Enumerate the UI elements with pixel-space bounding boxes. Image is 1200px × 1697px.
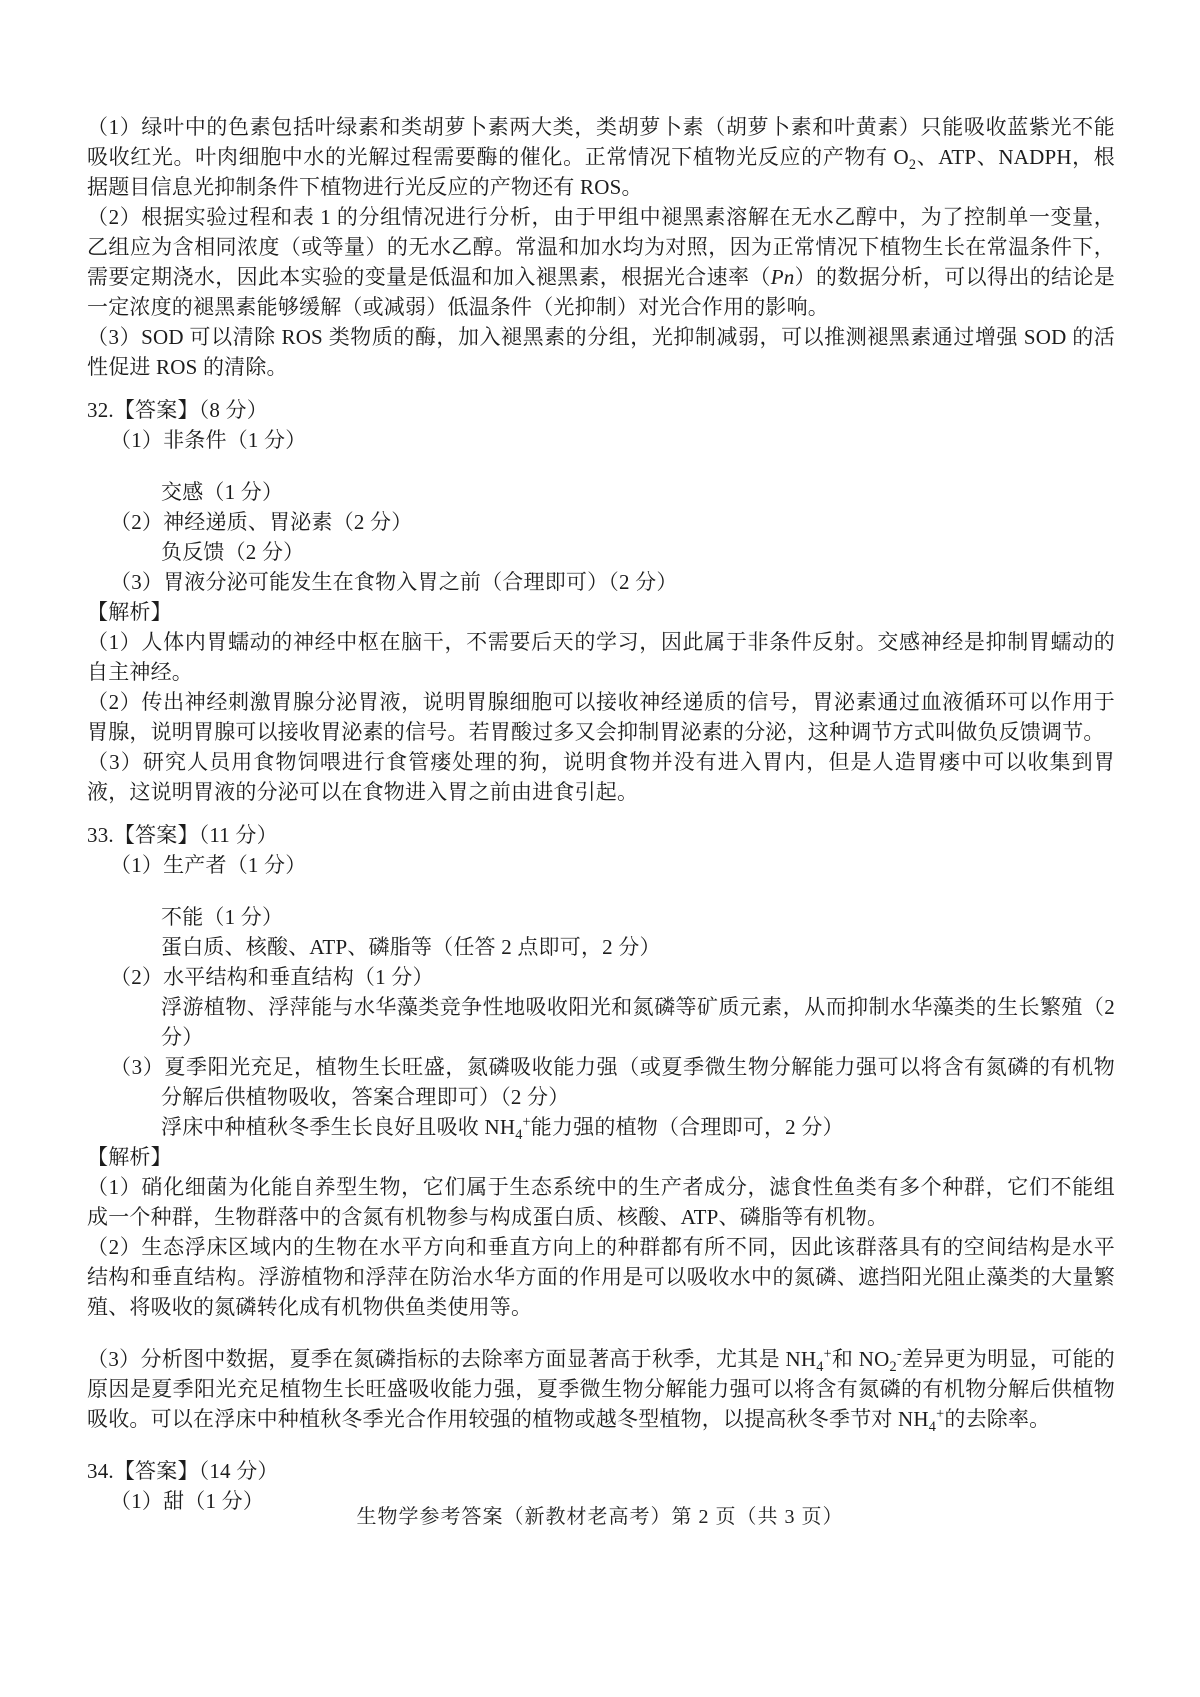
- paragraph: （2）传出神经刺激胃腺分泌胃液，说明胃腺细胞可以接收神经递质的信号，胃泌素通过血液循环可以作用于胃腺，说明胃腺可以接收胃泌素的信号。若胃酸过多又会抑制胃泌素的分泌，这种调节方式叫做负反馈调节。: [87, 690, 1115, 744]
- answer-subitem: 浮床中种植秋冬季生长良好且吸收 $NH_4^+$能力强的植物（合理即可，2 分）: [161, 1114, 844, 1144]
- paragraph: （2）生态浮床区域内的生物在水平方向和垂直方向上的种群都有所不同，因此该群落具有的空间结构是水平结构和垂直结构。浮游植物和浮萍在防治水华方面的作用是可以吸收水中的氮磷、遮挡阳光阻止藻类的大量繁殖、将吸收的氮磷转化成有机物供鱼类使用等。: [87, 1235, 1115, 1319]
- section-heading-q32: 32.【答案】（8 分）: [87, 398, 268, 422]
- paragraph: （2）根据实验过程和表 1 的分组情况进行分析，由于甲组中褪黑素溶解在无水乙醇中，为了控制单一变量，乙组应为含相同浓度（或等量）的无水乙醇。常温和加水均为对照，因为正常情况下植物生长在常温条件下，需要定期浇水，因此本实验的变量是低温和加入褪黑素，根据光合速率（Pn）的数据分析，可以得出的结论是一定浓度的褪黑素能够缓解（或减弱）低温条件（光抑制）对光合作用的影响。: [87, 205, 1115, 319]
- paragraph: （3）研究人员用食物饲喂进行食管瘘处理的狗，说明食物并没有进入胃内，但是人造胃瘘中可以收集到胃液，这说明胃液的分泌可以在食物进入胃之前由进食引起。: [87, 750, 1115, 804]
- page-footer: 生物学参考答案（新教材老高考）第 2 页（共 3 页）: [356, 1506, 844, 1528]
- answer-item: （3）夏季阳光充足，植物生长旺盛，氮磷吸收能力强（或夏季微生物分解能力强可以将含有氮磷的有机物分解后供植物吸收，答案合理即可）（2 分）: [110, 1055, 1115, 1109]
- paragraph: （1）硝化细菌为化能自养型生物，它们属于生态系统中的生产者成分，滤食性鱼类有多个种群，它们不能组成一个种群，生物群落中的含氮有机物参与构成蛋白质、核酸、ATP、磷脂等有机物。: [87, 1175, 1115, 1229]
- analysis-label: 【解析】: [87, 1145, 172, 1169]
- paragraph: （3）分析图中数据，夏季在氮磷指标的去除率方面显著高于秋季，尤其是 $NH_4^+$和 $NO_2^-$差异更为明显，可能的原因是夏季阳光充足植物生长旺盛吸收能力强，夏季微生物分解能力强可以将含有氮磷的有机物分解后供植物吸收。可以在浮床中种植秋冬季光合作用较强的植物或越冬型植物，以提高秋冬季节对 $NH_4^+$的去除率。: [87, 1346, 1116, 1436]
- paragraph: （3）SOD 可以清除 ROS 类物质的酶，加入褪黑素的分组，光抑制减弱，可以推测褪黑素通过增强 SOD 的活性促进 ROS 的清除。: [87, 325, 1115, 379]
- analysis-label: 【解析】: [87, 600, 172, 624]
- answer-item: （2）水平结构和垂直结构（1 分）: [110, 965, 434, 989]
- answer-subitem: 蛋白质、核酸、ATP、磷脂等（任答 2 点即可，2 分）: [161, 935, 661, 959]
- section-heading-q34: 34.【答案】（14 分）: [87, 1459, 279, 1483]
- answer-item: （1）生产者（1 分）: [110, 853, 307, 877]
- answer-item: （1）甜（1 分）: [110, 1489, 265, 1513]
- paragraph: （1）绿叶中的色素包括叶绿素和类胡萝卜素两大类，类胡萝卜素（胡萝卜素和叶黄素）只能吸收蓝紫光不能吸收红光。叶肉细胞中水的光解过程需要酶的催化。正常情况下植物光反应的产物有 $O_2$、ATP、NADPH，根据题目信息光抑制条件下植物进行光反应的产物还有 ROS。: [87, 115, 1115, 199]
- section-heading-q33: 33.【答案】（11 分）: [87, 823, 278, 847]
- answer-subitem: 不能（1 分）: [161, 905, 284, 929]
- answer-subitem: 负反馈（2 分）: [161, 540, 305, 564]
- answer-document: [87, 112, 1115, 1516]
- answer-item: （2）神经递质、胃泌素（2 分）: [110, 510, 413, 534]
- answer-subitem: 浮游植物、浮萍能与水华藻类竞争性地吸收阳光和氮磷等矿质元素，从而抑制水华藻类的生长繁殖（2 分）: [161, 995, 1115, 1049]
- paragraph: （1）人体内胃蠕动的神经中枢在脑干，不需要后天的学习，因此属于非条件反射。交感神经是抑制胃蠕动的自主神经。: [87, 630, 1115, 684]
- answer-subitem: 交感（1 分）: [161, 480, 284, 504]
- answer-item: （3）胃液分泌可能发生在食物入胃之前（合理即可）（2 分）: [110, 570, 678, 594]
- answer-item: （1）非条件（1 分）: [110, 428, 307, 452]
